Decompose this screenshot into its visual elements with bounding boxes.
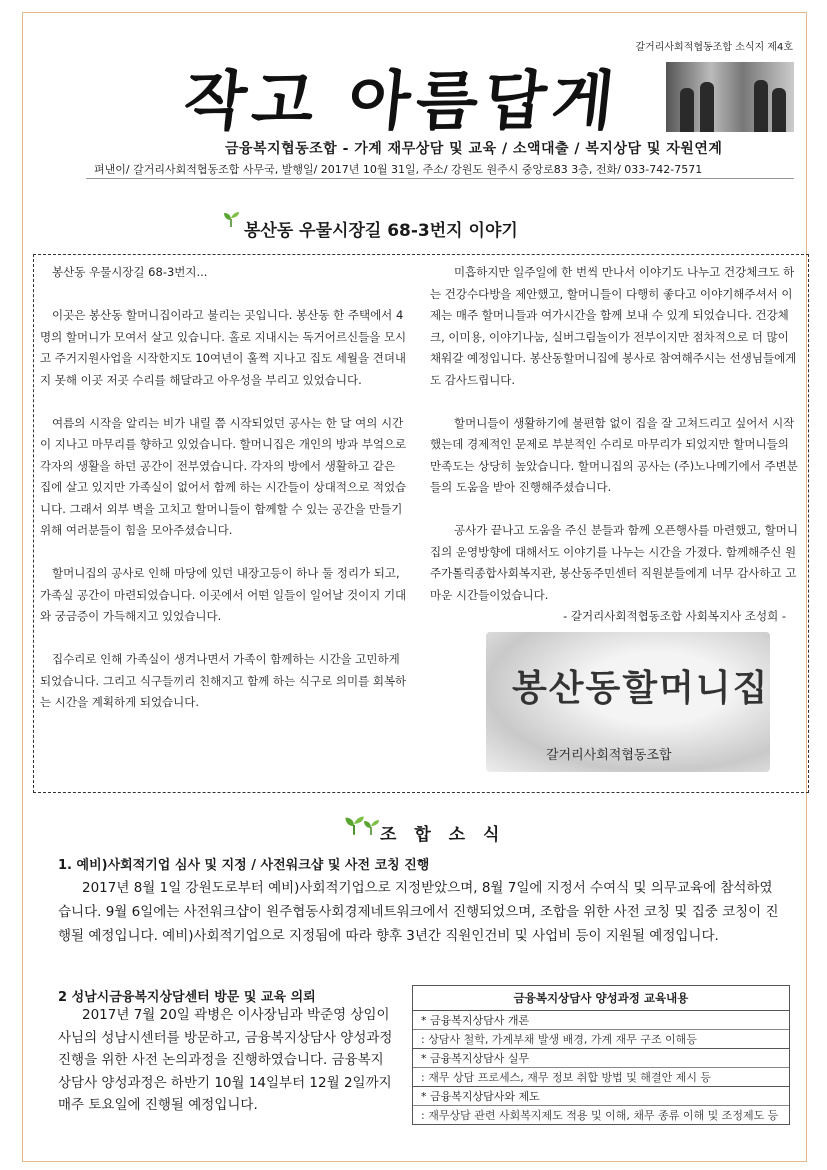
curriculum-header: 금융복지상담사 양성과정 교육내용 [413, 986, 789, 1011]
news-item-body: 2017년 8월 1일 강원도로부터 예비)사회적기업으로 지정받았으며, 8월 7일에 지정서 수여식 및 의무교육에 참석하였습니다. 9월 6일에는 사전워크샵이 원주협동사회경제네트워크에서 진행되었으며, 조합을 위한 사전 코칭 및 집중 코칭이 진행될 예정입니다. 예비)사회적기업으로 지정됨에 따라 향후 3년간 직원인건비 및 사업비 등이 지원될 예정입니다. [58, 880, 779, 944]
article-right-column [430, 262, 800, 628]
sprout-icon [362, 818, 380, 836]
curriculum-table [412, 985, 790, 1125]
calligraphy-text: 봉산동할머니집 [512, 667, 770, 709]
article-signature: - 갈거리사회적협동조합 사회복지사 조성희 - [563, 609, 786, 623]
newsletter-subtitle: 금융복지협동조합 - 가계 재무상담 및 교육 / 소액대출 / 복지상담 및 자원연계 [225, 141, 723, 157]
article-paragraph: 미흡하지만 일주일에 한 번씩 만나서 이야기도 나누고 건강체크도 하는 건강수다방을 제안했고, 할머니들이 다행히 좋다고 이야기해주셔서 이제는 매주 할머니들과 여가시간을 함께 보내 수 있게 되었습니다. 건강체크, 이미용, 이야기나눔, 실버그림놀이가 전부이지만 점차적으로 더 많이 채워갈 예정입니다. 봉산동할머니집에 봉사로 참여해주시는 선생님들에게도 감사드립니다. [430, 265, 797, 387]
header-divider [86, 178, 794, 179]
calligraphy-image [486, 632, 770, 772]
article-paragraph: 봉산동 우물시장길 68-3번지... [52, 265, 208, 279]
article-paragraph: 할머니집의 공사로 인해 마당에 있던 내장고등이 하나 둘 정리가 되고, 가족실 공간이 마련되었습니다. 이곳에서 어떤 일들이 일어날 것이지 기대와 궁금증이 가득해지고 있었습니다. [40, 566, 407, 623]
curriculum-desc: : 상담사 철학, 가계부채 발생 배경, 가계 재무 구조 이해등 [413, 1030, 789, 1049]
curriculum-item: * 금융복지상담사 실무 [413, 1049, 789, 1068]
article-left-column [40, 262, 408, 714]
article-title: 봉산동 우물시장길 68-3번지 이야기 [244, 221, 518, 241]
issue-label: 갈거리사회적협동조합 소식지 제4호 [635, 42, 793, 53]
curriculum-desc: : 재무상담 관련 사회복지제도 적용 및 이해, 채무 종류 이해 및 조정제도 등 [421, 1109, 779, 1122]
calligraphy-caption: 갈거리사회적협동조합 [546, 748, 672, 763]
article-paragraph: 할머니들이 생활하기에 불편함 없이 집을 잘 고쳐드리고 싶어서 시작했는데 경제적인 문제로 부분적인 수리로 마무리가 되었지만 할머니들의 만족도는 상당히 높았습니다. 할머니집의 공사는 (주)노나메기에서 주변분들의 도움을 받아 진행해주셨습니다. [430, 415, 798, 494]
masthead-title: 작고 아름답게 [180, 64, 624, 139]
article-paragraph: 이곳은 봉산동 할머니집이라고 불리는 곳입니다. 봉산동 한 주택에서 4명의 할머니가 모여서 살고 있습니다. 홀로 지내시는 독거어르신들을 모시고 주거지원사업을 시작한지도 10여년이 훌쩍 지나고 집도 세월을 견뎌내지 못해 이곳 저곳 수리를 해달라고 아우성을 부리고 있었습니다. [40, 308, 407, 387]
publisher-info: 펴낸이/ 갈거리사회적협동조합 사무국, 발행일/ 2017년 10월 31일, 주소/ 강원도 원주시 중앙로83 3층, 전화/ 033-742-7571 [94, 163, 703, 176]
curriculum-desc: : 재무 상담 프로세스, 재무 정보 취합 방법 및 해결안 제시 등 [413, 1068, 789, 1087]
news-item-title: 2 성남시금융복지상담센터 방문 및 교육 의뢰 [58, 990, 316, 1005]
news-item-title: 1. 예비)사회적기업 심사 및 지정 / 사전워크샵 및 사전 코칭 진행 [58, 858, 430, 873]
header-photo [666, 62, 794, 132]
article-paragraph: 여름의 시작을 알리는 비가 내릴 쯤 시작되었던 공사는 한 달 여의 시간이 지나고 마무리를 향하고 있었습니다. 할머니집은 개인의 방과 부엌으로 각자의 생활을 하던 공간이 전부였습니다. 각자의 방에서 생활하고 같은 집에 살고 있지만 가족실이 없어서 함께 하는 시간들이 상대적으로 적었습니다. 그래서 외부 벽을 고치고 할머니들이 함께할 수 있는 공간을 만들기 위해 여러분들이 힘을 모아주셨습니다. [40, 415, 407, 537]
news-section-title: 조 합 소 식 [380, 825, 506, 845]
article-paragraph: 공사가 끝나고 도움을 주신 분들과 함께 오픈행사를 마련했고, 할머니집의 운영방향에 대해서도 이야기를 나누는 시간을 가졌다. 함께해주신 원주가톨릭종합사회복지관, 봉산동주민센터 직원분들에게 너무 감사하고 고마운 시간들이었습니다. [430, 523, 798, 602]
sprout-icon [222, 210, 240, 228]
news-item-body: 2017년 7월 20일 곽병은 이사장님과 박준영 상임이사님의 성남시센터를 방문하고, 금융복지상담사 양성과정 진행을 위한 사전 논의과정을 진행하였습니다. 금융복지상담사 양성과정은 하반기 10월 14일부터 12월 2일까지 매주 토요일에 진행될 예정입니다. [58, 1007, 393, 1113]
curriculum-item: * 금융복지상담사와 제도 [413, 1087, 789, 1106]
curriculum-item: * 금융복지상담사 개론 [413, 1011, 789, 1030]
article-paragraph: 집수리로 인해 가족실이 생겨나면서 가족이 함께하는 시간을 고민하게 되었습니다. 그리고 식구들끼리 친해지고 함께 하는 식구로 의미를 회복하는 시간을 계획하게 되었습니다. [40, 652, 407, 709]
